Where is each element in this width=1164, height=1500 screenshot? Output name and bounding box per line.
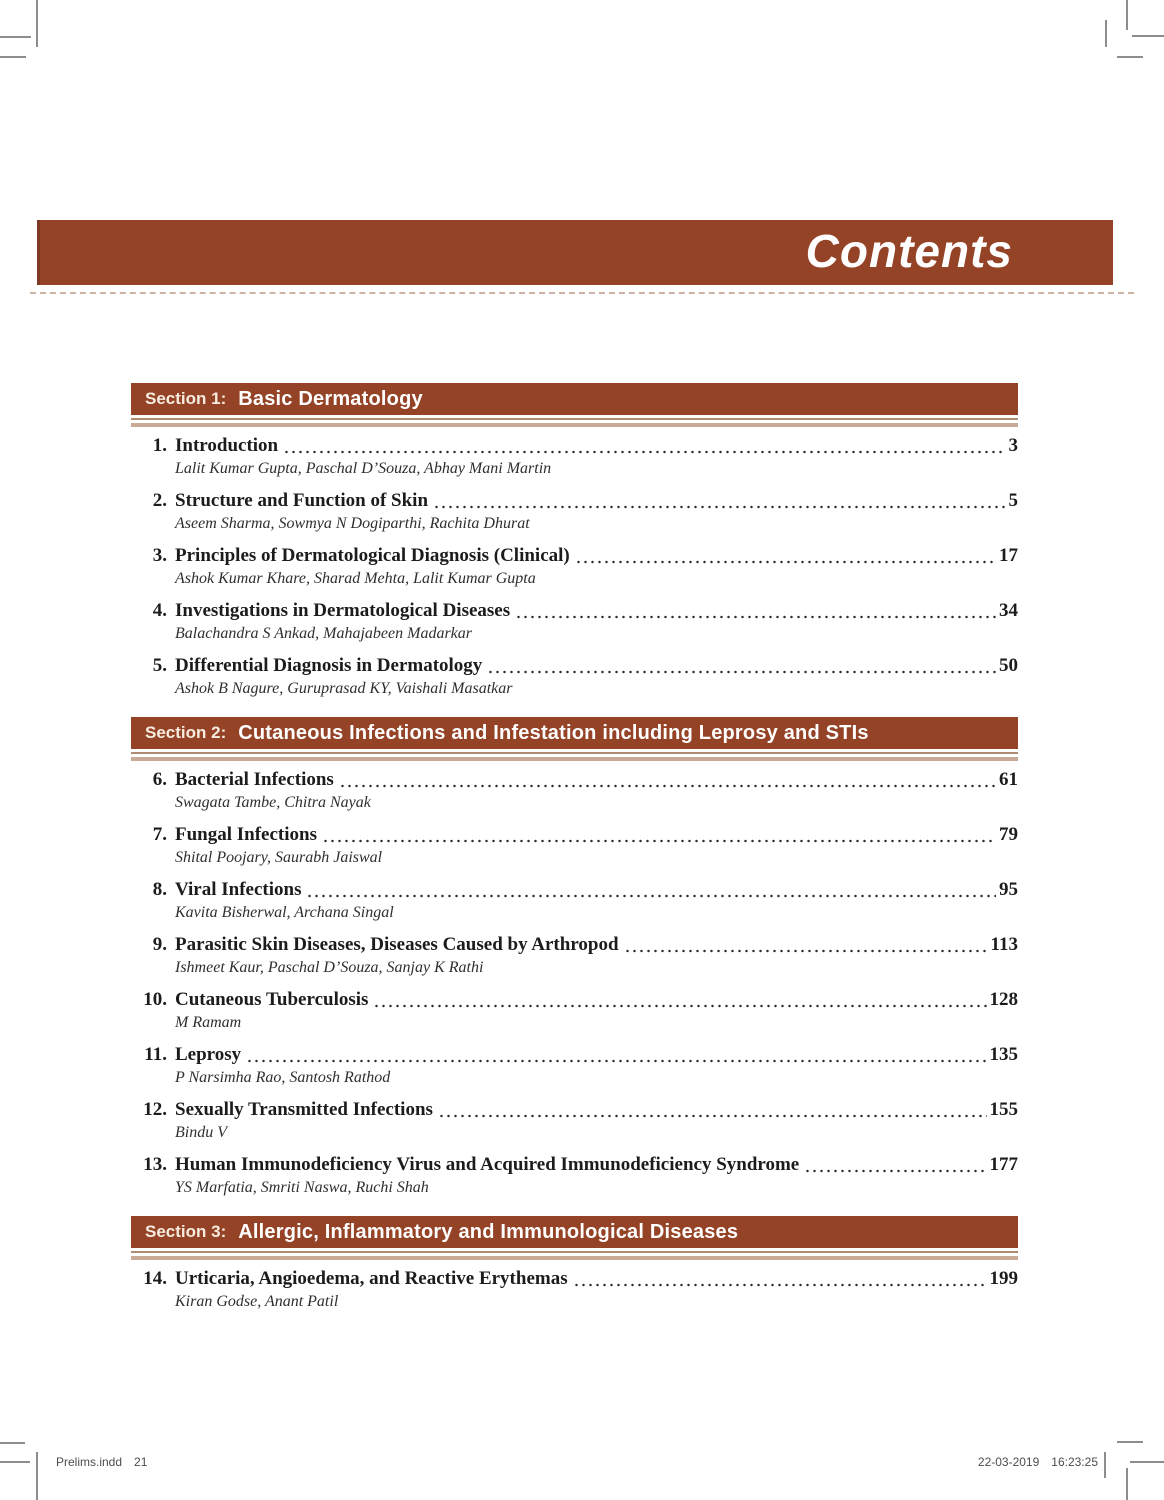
chapter-number: 4. <box>152 600 167 621</box>
chapter-page-number: 128 <box>989 989 1018 1010</box>
toc-section <box>131 383 1018 699</box>
toc-entry-row <box>131 824 1018 846</box>
chapter-authors: Ashok Kumar Khare, Sharad Mehta, Lalit Kumar Gupta <box>175 570 536 587</box>
section-banner <box>131 383 1018 415</box>
chapter-title: Sexually Transmitted Infections <box>175 1099 433 1120</box>
contents-banner <box>37 220 1113 285</box>
toc-entry-row <box>131 545 1018 567</box>
crop-mark <box>0 36 31 38</box>
chapter-authors: Swagata Tambe, Chitra Nayak <box>175 794 371 811</box>
toc-section <box>131 1216 1018 1312</box>
chapter-page-number: 50 <box>999 655 1018 676</box>
toc-entry <box>131 655 1018 699</box>
chapter-page-number: 135 <box>989 1044 1018 1065</box>
crop-mark <box>1126 0 1128 30</box>
chapter-title: Parasitic Skin Diseases, Diseases Caused by Arthropod <box>175 934 619 955</box>
toc-entry <box>131 1099 1018 1143</box>
section-chapters <box>131 761 1018 1198</box>
chapter-page-number: 3 <box>1008 435 1018 456</box>
chapter-title: Structure and Function of Skin <box>175 490 429 511</box>
crop-mark <box>0 56 26 58</box>
chapter-page-number: 177 <box>989 1154 1018 1175</box>
crop-mark <box>1132 35 1164 37</box>
crop-mark <box>0 1442 25 1444</box>
chapter-page-number: 61 <box>999 769 1018 790</box>
chapter-authors: Aseem Sharma, Sowmya N Dogiparthi, Rachita Dhurat <box>175 515 530 532</box>
toc-entry-row <box>131 1099 1018 1121</box>
chapter-authors: Kavita Bisherwal, Archana Singal <box>175 904 394 921</box>
toc-entry-row <box>131 600 1018 622</box>
section-title: Basic Dermatology <box>238 387 423 410</box>
section-rule-thin <box>131 418 1018 420</box>
chapter-number: 12. <box>143 1099 167 1120</box>
dot-leader <box>573 1283 987 1287</box>
dot-leader <box>306 894 996 898</box>
chapter-authors: YS Marfatia, Smriti Naswa, Ruchi Shah <box>175 1179 429 1196</box>
section-chapters <box>131 427 1018 699</box>
dot-leader <box>515 615 996 619</box>
crop-mark <box>1117 1441 1143 1443</box>
chapter-title: Human Immunodeficiency Virus and Acquired Immunodeficiency Syndrome <box>175 1154 800 1175</box>
chapter-title: Investigations in Dermatological Diseases <box>175 600 511 621</box>
footer-timestamp <box>978 1455 1098 1469</box>
toc-entry-row <box>131 934 1018 956</box>
toc-entry-row <box>131 1154 1018 1176</box>
toc-entry <box>131 1154 1018 1198</box>
toc-entry <box>131 490 1018 534</box>
toc-entry-row <box>131 989 1018 1011</box>
chapter-authors: Ishmeet Kaur, Paschal D’Souza, Sanjay K Rathi <box>175 959 484 976</box>
chapter-page-number: 199 <box>989 1268 1018 1289</box>
chapter-title: Urticaria, Angioedema, and Reactive Erythemas <box>175 1268 568 1289</box>
section-title: Cutaneous Infections and Infestation including Leprosy and STIs <box>238 721 869 744</box>
chapter-title: Leprosy <box>175 1044 242 1065</box>
chapter-title: Viral Infections <box>175 879 302 900</box>
toc-entry <box>131 824 1018 868</box>
dot-leader <box>339 784 996 788</box>
section-title: Allergic, Inflammatory and Immunological Diseases <box>238 1220 739 1243</box>
toc-entry <box>131 600 1018 644</box>
section-banner <box>131 1216 1018 1248</box>
dot-leader <box>804 1169 986 1173</box>
chapter-authors: Kiran Godse, Anant Patil <box>175 1293 339 1310</box>
chapter-page-number: 79 <box>999 824 1018 845</box>
chapter-page-number: 17 <box>999 545 1018 566</box>
section-banner <box>131 717 1018 749</box>
crop-mark <box>36 1452 38 1500</box>
chapter-number: 7. <box>152 824 167 845</box>
chapter-page-number: 155 <box>989 1099 1018 1120</box>
chapter-title: Introduction <box>175 435 279 456</box>
dot-leader <box>624 949 988 953</box>
toc-entry-row <box>131 769 1018 791</box>
chapter-number: 5. <box>152 655 167 676</box>
chapter-authors: Balachandra S Ankad, Mahajabeen Madarkar <box>175 625 472 642</box>
toc-entry-row <box>131 435 1018 457</box>
chapter-number: 2. <box>152 490 167 511</box>
crop-mark <box>36 0 38 47</box>
crop-mark <box>1117 56 1143 58</box>
toc-entry <box>131 769 1018 813</box>
section-label: Section 3: <box>145 1222 227 1241</box>
chapter-authors: M Ramam <box>175 1014 242 1031</box>
toc-entry <box>131 934 1018 978</box>
chapter-authors: Shital Poojary, Saurabh Jaiswal <box>175 849 383 866</box>
chapter-number: 8. <box>152 879 167 900</box>
chapter-title: Cutaneous Tuberculosis <box>175 989 369 1010</box>
chapter-page-number: 34 <box>999 600 1018 621</box>
footer-file-info <box>56 1455 147 1469</box>
toc-entry <box>131 435 1018 479</box>
chapter-authors: Bindu V <box>175 1124 227 1141</box>
crop-mark <box>1130 1461 1164 1463</box>
toc-entry-row <box>131 655 1018 677</box>
toc-entry <box>131 1268 1018 1312</box>
footer-time: 16:23:25 <box>1051 1455 1098 1469</box>
toc-entry-row <box>131 1044 1018 1066</box>
section-rule-thin <box>131 752 1018 754</box>
section-label: Section 2: <box>145 723 227 742</box>
dot-leader <box>487 670 996 674</box>
dot-leader <box>373 1004 986 1008</box>
chapter-number: 6. <box>152 769 167 790</box>
chapter-authors: Lalit Kumar Gupta, Paschal D’Souza, Abhay Mani Martin <box>175 460 552 477</box>
toc-entry <box>131 989 1018 1033</box>
chapter-page-number: 95 <box>999 879 1018 900</box>
dot-leader <box>283 450 1005 454</box>
section-chapters <box>131 1260 1018 1312</box>
chapter-number: 14. <box>143 1268 167 1289</box>
crop-mark <box>1126 1468 1128 1500</box>
page-title: Contents <box>805 225 1013 277</box>
chapter-authors: Ashok B Nagure, Guruprasad KY, Vaishali Masatkar <box>175 680 513 697</box>
chapter-title: Fungal Infections <box>175 824 317 845</box>
chapter-title: Bacterial Infections <box>175 769 334 790</box>
footer-file-page: 21 <box>134 1455 148 1469</box>
section-rule-thin <box>131 1251 1018 1253</box>
chapter-number: 1. <box>152 435 167 456</box>
chapter-number: 13. <box>143 1154 167 1175</box>
crop-mark <box>1105 20 1107 47</box>
crop-mark <box>0 1461 30 1463</box>
toc-section <box>131 717 1018 1198</box>
toc <box>131 383 1018 1323</box>
chapter-number: 11. <box>144 1044 167 1065</box>
banner-dashed-rule <box>30 292 1134 294</box>
crop-mark <box>1104 1452 1106 1478</box>
footer-file-label: Prelims.indd <box>56 1455 123 1469</box>
chapter-page-number: 113 <box>990 934 1018 955</box>
toc-entry <box>131 1044 1018 1088</box>
dot-leader <box>322 839 996 843</box>
chapter-number: 10. <box>143 989 167 1010</box>
section-label: Section 1: <box>145 389 227 408</box>
chapter-title: Differential Diagnosis in Dermatology <box>175 655 483 676</box>
chapter-authors: P Narsimha Rao, Santosh Rathod <box>175 1069 391 1086</box>
chapter-title: Principles of Dermatological Diagnosis (Clinical) <box>175 545 570 566</box>
footer-date: 22-03-2019 <box>977 1455 1040 1469</box>
toc-entry <box>131 545 1018 589</box>
dot-leader <box>246 1059 986 1063</box>
toc-entry <box>131 879 1018 923</box>
toc-entry-row <box>131 490 1018 512</box>
toc-entry-row <box>131 879 1018 901</box>
dot-leader <box>575 560 996 564</box>
toc-entry-row <box>131 1268 1018 1290</box>
chapter-page-number: 5 <box>1008 490 1018 511</box>
dot-leader <box>433 505 1005 509</box>
chapter-number: 9. <box>152 934 167 955</box>
dot-leader <box>438 1114 987 1118</box>
chapter-number: 3. <box>152 545 167 566</box>
